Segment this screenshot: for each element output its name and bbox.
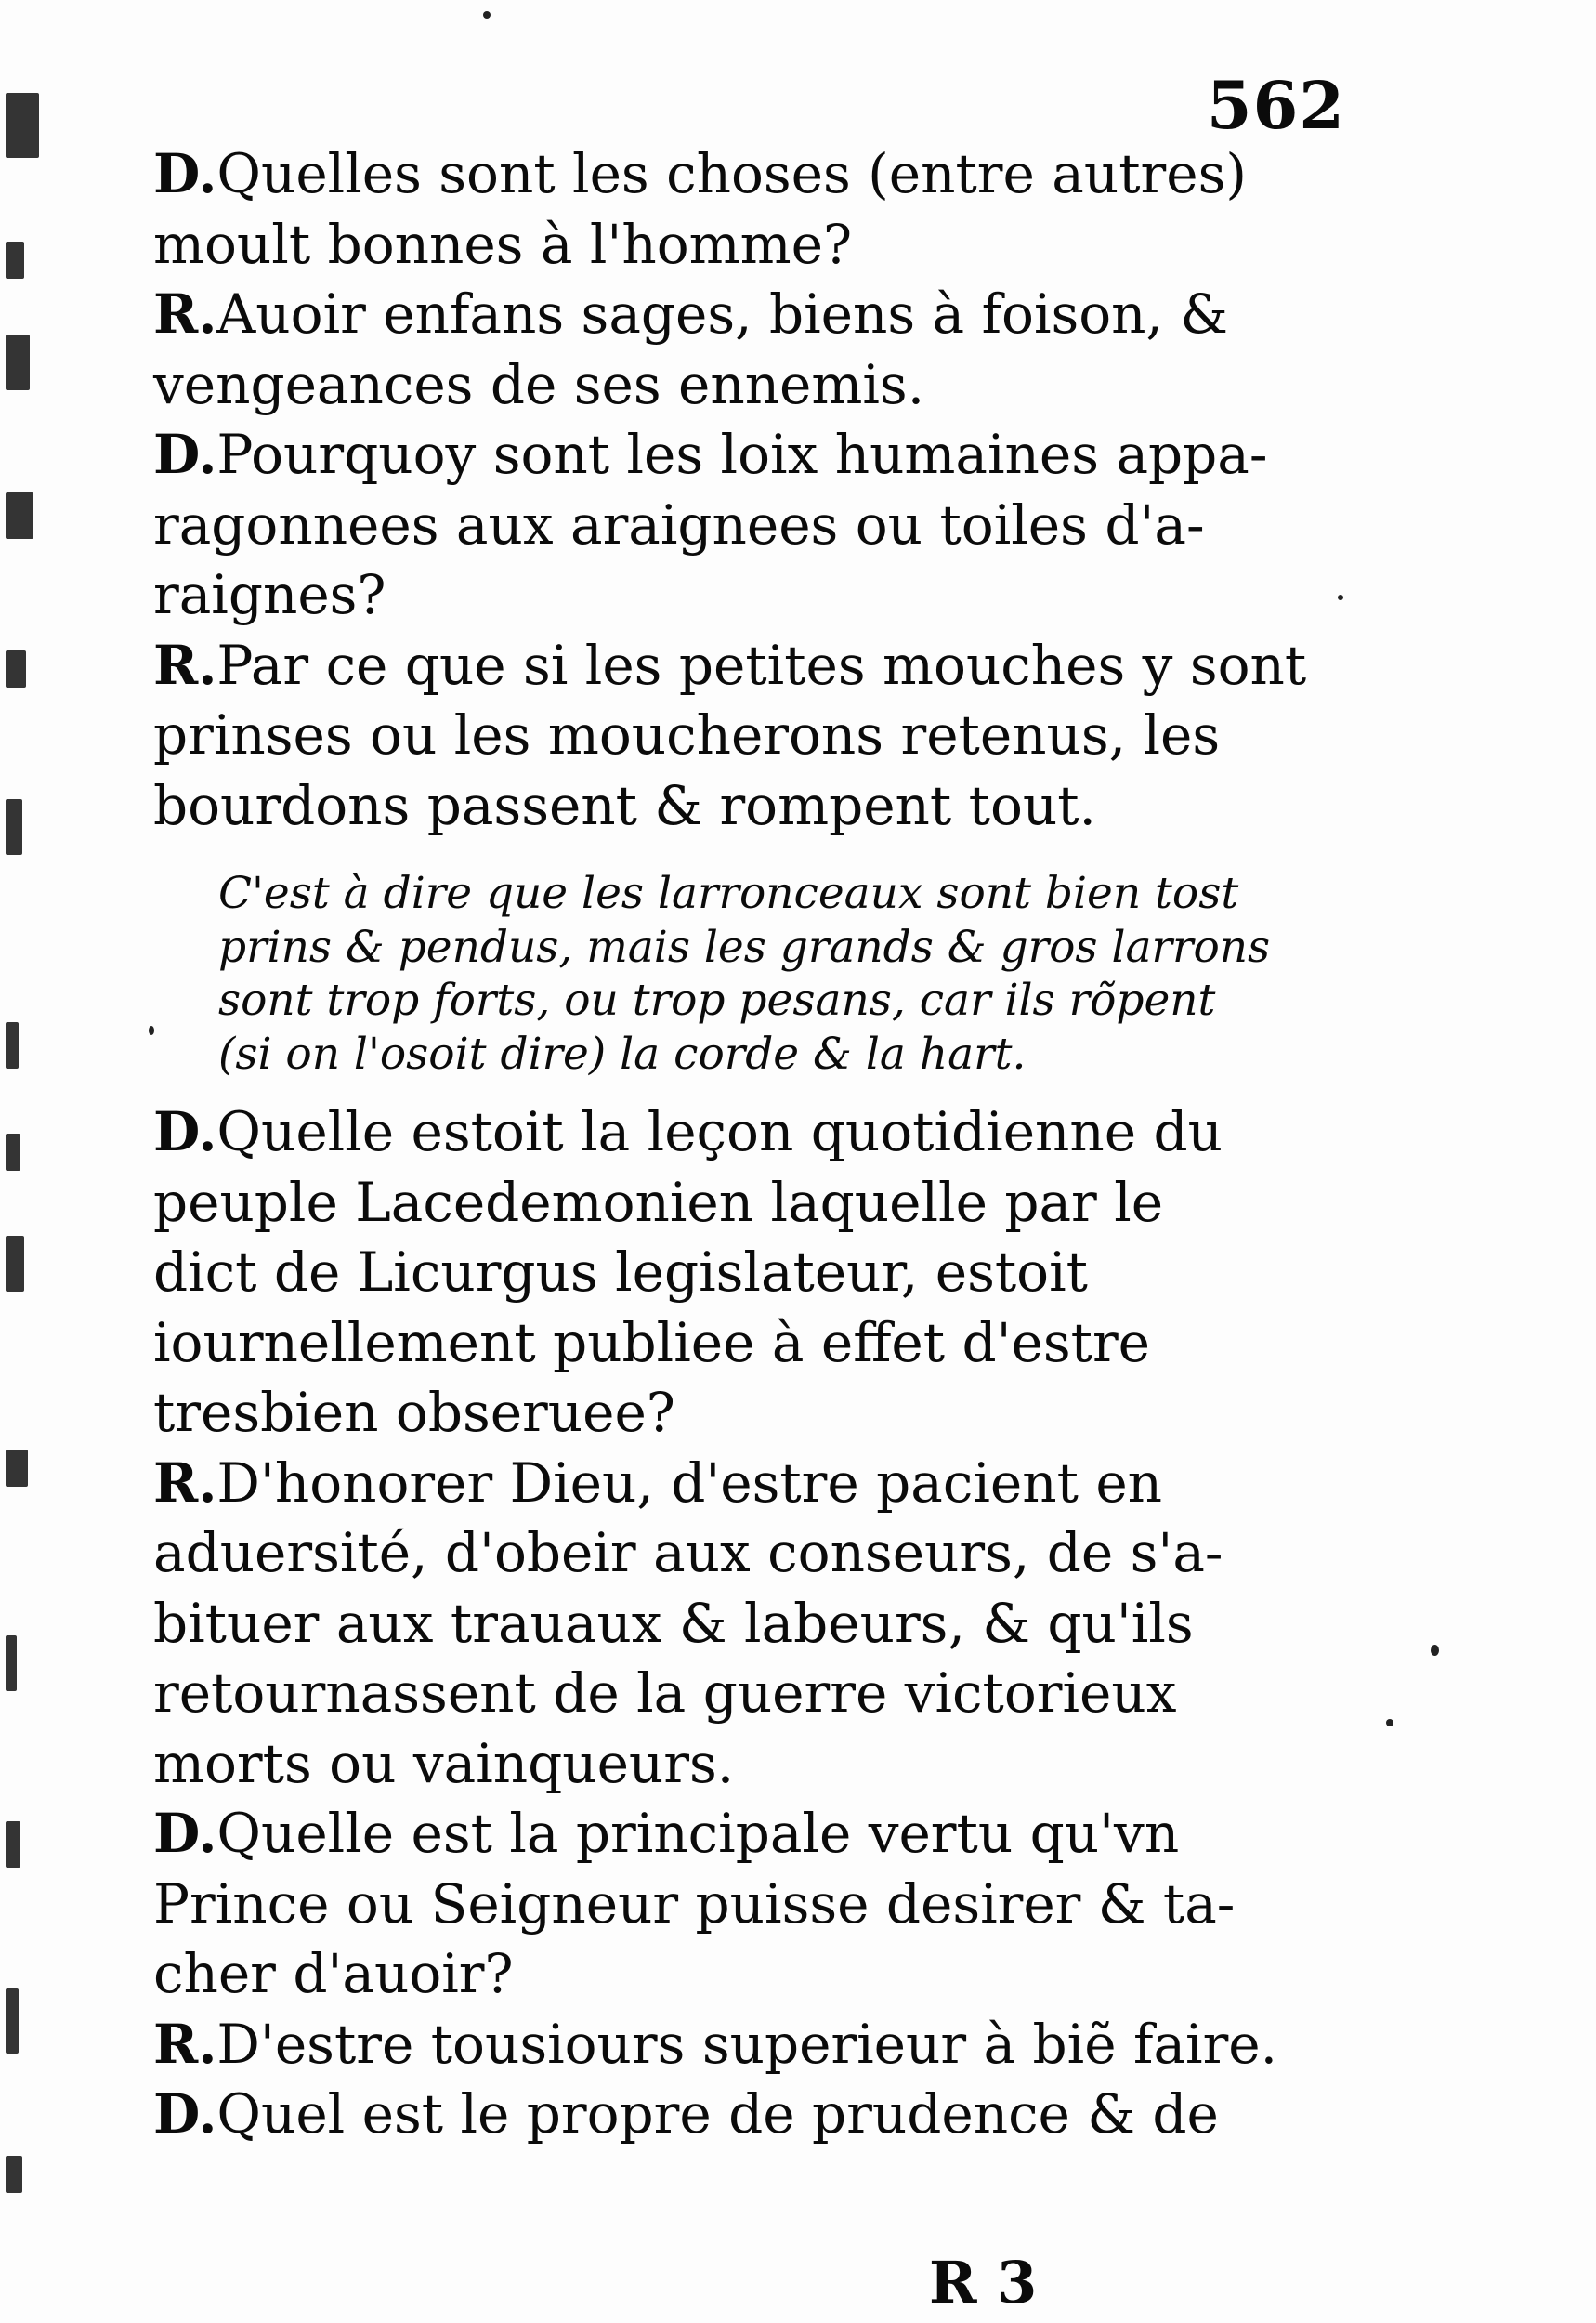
entry-line: moult bonnes à l'homme? [153,212,853,276]
question-entry [153,420,1352,631]
entry-line: Prince ou Seigneur puisse desirer & ta- [153,1871,1236,1936]
entry-line: bourdons passent & rompent tout. [153,773,1096,837]
entry-line: vengeances de ses ennemis. [153,352,925,416]
entry-marker: R. [153,633,217,697]
entry-line: Quel est le propre de prudence & de [216,2082,1219,2146]
question-entry [153,1097,1352,1449]
entry-line: Quelle est la principale vertu qu'vn [216,1802,1180,1865]
question-entry [153,1799,1352,2010]
entry-line: prinses ou les moucherons retenus, les [153,703,1221,767]
entry-marker: R. [153,2012,217,2076]
entry-line: Par ce que si les petites mouches y sont [216,633,1307,697]
question-entry [153,139,1352,280]
page-text [153,139,1352,2150]
entry-marker: D. [153,1802,217,1865]
answer-entry [153,1449,1352,1800]
answer-entry [153,2010,1352,2080]
entry-line: bituer aux trauaux & labeurs, & qu'ils [153,1591,1194,1655]
gloss-line: C'est à dire que les larronceaux sont bien tost [218,868,1239,919]
entry-marker: D. [153,423,217,486]
entry-line: iournellement publiee à effet d'estre [153,1310,1150,1374]
entry-line: dict de Licurgus legislateur, estoit [153,1240,1088,1304]
entries-bottom [153,1097,1352,2150]
answer-entry [153,631,1352,842]
entry-marker: D. [153,2082,217,2146]
entry-line: Auoir enfans sages, biens à foison, & [216,282,1229,346]
answer-entry [153,280,1352,420]
entry-line: Quelles sont les choses (entre autres) [216,142,1247,205]
entry-line: Quelle estoit la leçon quotidienne du [216,1100,1223,1163]
gloss-line: prins & pendus, mais les grands & gros larrons [218,921,1271,973]
entry-marker: R. [153,282,217,346]
question-entry [153,2080,1352,2150]
entry-line: retournassent de la guerre victorieux [153,1661,1177,1725]
signature-mark: R 3 [929,2249,1038,2316]
entry-line: raignes? [153,563,386,626]
entry-line: D'honorer Dieu, d'estre pacient en [216,1450,1163,1515]
entry-line: ragonnees aux araignees ou toiles d'a- [153,492,1205,557]
entries-top [153,139,1352,841]
entry-line: aduersité, d'obeir aux conseurs, de s'a- [153,1521,1223,1584]
gloss-line: sont trop forts, ou trop pesans, car ils rõpent [218,975,1216,1026]
entry-line: peuple Lacedemonien laquelle par le [153,1170,1164,1234]
entry-line: morts ou vainqueurs. [153,1731,735,1795]
gloss-line: (si on l'osoit dire) la corde & la hart. [218,1028,1027,1080]
entry-line: tresbien obseruee? [153,1381,675,1444]
entry-line: D'estre tousiours superieur à biẽ faire. [216,2012,1278,2076]
entry-marker: D. [153,1100,217,1163]
entry-line: Pourquoy sont les loix humaines appa- [216,423,1268,486]
gloss-note [218,867,1352,1081]
facing-page-gutter [0,56,56,2304]
folio-number: 562 [1206,67,1345,144]
entry-line: cher d'auoir? [153,1942,514,2005]
entry-marker: D. [153,142,217,205]
entry-marker: R. [153,1450,217,1515]
